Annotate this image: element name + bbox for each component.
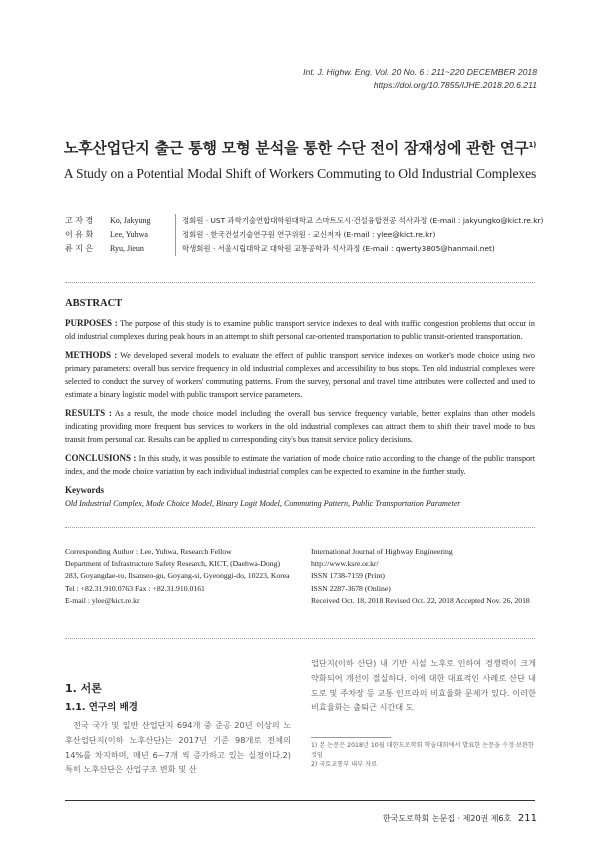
korean-title-text: 노후산업단지 출근 통행 모형 분석을 통한 수단 전이 잠재성에 관한 연구 bbox=[63, 139, 529, 157]
purposes-text: The purpose of this study is to examine public transport service indexes to deal with traffic congestion problems that occur in old industrial complexes during peak hours in an attempt to shift personal car-oriented transportation to public transit-oriented transportation. bbox=[65, 319, 535, 341]
journal-info-line: ISSN 2287-3678 (Online) bbox=[311, 583, 391, 593]
author-affiliation: 정회원 · UST 과학기술연합대학원대학교 스마트도시·건설융합전공 석사과정 (E-mail : jakyungko@kict.re.kr) bbox=[182, 216, 544, 225]
footnotes bbox=[311, 741, 536, 770]
correspondence-block bbox=[65, 546, 290, 607]
page-number: 211 bbox=[517, 813, 537, 824]
results-text: As a result, the mode choice model including the overall bus service frequency variable, better explains than other models indicating providing more frequent bus services to workers in the old industrial complexes can attract them to shift their travel mode to bus transit from personal car. Results can be applied to corresponding city's bus transit service policy decisions. bbox=[65, 409, 535, 444]
journal-info-line: ISSN 1738-7159 (Print) bbox=[311, 571, 385, 581]
author-name-ko: 이 유 화 bbox=[65, 230, 94, 239]
author-name-en: Ryu, Jieun bbox=[110, 244, 144, 253]
author-divider bbox=[175, 228, 176, 242]
journal-header bbox=[303, 66, 537, 92]
english-title: A Study on a Potential Modal Shift of Workers Commuting to Old Industrial Complexes bbox=[63, 166, 537, 181]
journal-citation: Int. J. Highw. Eng. Vol. 20 No. 6 : 211~220 DECEMBER 2018 bbox=[303, 67, 537, 77]
abstract-heading: ABSTRACT bbox=[65, 298, 123, 309]
correspondence-line: Tel : +82.31.910.0763 Fax : +82.31.910.0161 bbox=[65, 583, 205, 593]
footer-journal: 한국도로학회 논문집 · 제20권 제6호 bbox=[382, 814, 512, 823]
purposes-paragraph bbox=[65, 317, 535, 343]
results-paragraph bbox=[65, 407, 535, 446]
correspondence-line: Department of Infrastructure Safety Research, KICT, (Daehwa-Dong) bbox=[65, 559, 281, 569]
right-column bbox=[311, 656, 536, 715]
title-footnote-mark: 1) bbox=[528, 141, 537, 149]
author-name-ko: 류 지 은 bbox=[65, 244, 94, 253]
footer-rule bbox=[65, 800, 535, 801]
abstract-block bbox=[65, 297, 535, 510]
results-label: RESULTS : bbox=[65, 408, 112, 418]
author-row bbox=[65, 242, 543, 256]
dotted-divider bbox=[65, 638, 535, 639]
footnote: 2) 국토교통부 내부 자료 bbox=[311, 761, 378, 769]
journal-url[interactable]: http://www.ksre.or.kr/ bbox=[311, 559, 379, 569]
methods-paragraph bbox=[65, 349, 535, 401]
author-name-en: Lee, Yuhwa bbox=[110, 230, 148, 239]
author-list bbox=[65, 214, 543, 256]
doi-link[interactable]: https://doi.org/10.7855/IJHE.2018.20.6.211 bbox=[373, 80, 537, 90]
keywords-heading: Keywords bbox=[65, 485, 104, 495]
body-paragraph: 전국 국가 및 일반 산업단지 694개 중 준공 20년 이상의 노후산업단지(이하 노후산단)는 2017년 기준 98개로 전체의 14%를 차지하며, 매년 6~7개 씩 증가하고 있는 실정이다.2) 특히 노후산단은 산업구조 변화 및 산 bbox=[65, 720, 291, 775]
journal-info-line: International Journal of Highway Engineering bbox=[311, 547, 453, 556]
author-name-ko: 고 자 경 bbox=[65, 216, 94, 225]
left-column bbox=[65, 680, 291, 777]
body-paragraph: 업단지(이하 산단) 내 기반 시설 노후로 인하여 경쟁력이 크게 약화되어 개선이 절실하다. 이에 대한 대표적인 사례로 산단 내 도로 및 주차장 등 교통 인프라의 비효율화 문제가 있다. 이러한 비효율화는 출퇴근 시간대 도 bbox=[311, 658, 536, 713]
author-row bbox=[65, 228, 543, 242]
methods-text: We developed several models to evaluate the effect of public transport service indexes on worker's mode choice using two primary parameters: overall bus service frequency in old industrial complexes and accessibility to bus stops. Ten old industrial complexes were selected to conduct the survey of workers' commuting patterns. From the survey, personal and travel time attributes were collected and used to estimate a binary logistic model with public transport service parameters. bbox=[65, 351, 535, 399]
author-divider bbox=[175, 214, 176, 228]
dotted-divider bbox=[65, 282, 535, 283]
subsection-heading: 1.1. 연구의 배경 bbox=[65, 702, 138, 713]
correspondence-line: 283, Goyangdae-ro, Ilsanseo-gu, Goyang-si, Gyeonggi-do, 10223, Korea bbox=[65, 571, 290, 581]
keywords-text: Old Industrial Complex, Mode Choice Model, Binary Logit Model, Commuting Pattern, Public Transportation Parameter bbox=[65, 499, 461, 508]
author-divider bbox=[175, 242, 176, 256]
author-affiliation: 정회원 · 한국건설기술연구원 연구위원 · 교신저자 (E-mail : ylee@kict.re.kr) bbox=[182, 230, 436, 239]
author-name-en: Ko, Jakyung bbox=[110, 216, 151, 225]
author-row bbox=[65, 214, 543, 228]
correspondence-email[interactable]: E-mail : ylee@kict.re.kr bbox=[65, 595, 140, 605]
page-footer bbox=[383, 813, 537, 824]
footnote-rule bbox=[311, 737, 391, 738]
dotted-divider bbox=[65, 527, 535, 528]
conclusions-paragraph bbox=[65, 452, 535, 478]
purposes-label: PURPOSES : bbox=[65, 318, 118, 328]
correspondence-line: Corresponding Author : Lee, Yuhwa, Research Fellow bbox=[65, 547, 232, 556]
korean-title bbox=[0, 137, 600, 158]
footnote: 1) 본 논문은 2018년 10월 대한도로학회 학술대회에서 발표한 논문을 수정·보완한 것임 bbox=[311, 742, 534, 759]
received-dates: Received Oct. 18, 2018 Revised Oct. 22, 2018 Accepted Nov. 26, 2018 bbox=[311, 595, 530, 605]
conclusions-text: In this study, it was possible to estimate the variation of mode choice ratio according to the change of the public transport index, and the mode choice variation by each individual industrial complex can be expected to examine in the further study. bbox=[65, 454, 535, 476]
conclusions-label: CONCLUSIONS : bbox=[65, 453, 137, 463]
methods-label: METHODS : bbox=[65, 350, 118, 360]
author-affiliation: 학생회원 · 서울시립대학교 대학원 교통공학과 석사과정 (E-mail : qwerty3805@hanmail.net) bbox=[182, 244, 495, 253]
section-heading: 1. 서론 bbox=[65, 682, 102, 695]
journal-info-block bbox=[311, 546, 530, 607]
